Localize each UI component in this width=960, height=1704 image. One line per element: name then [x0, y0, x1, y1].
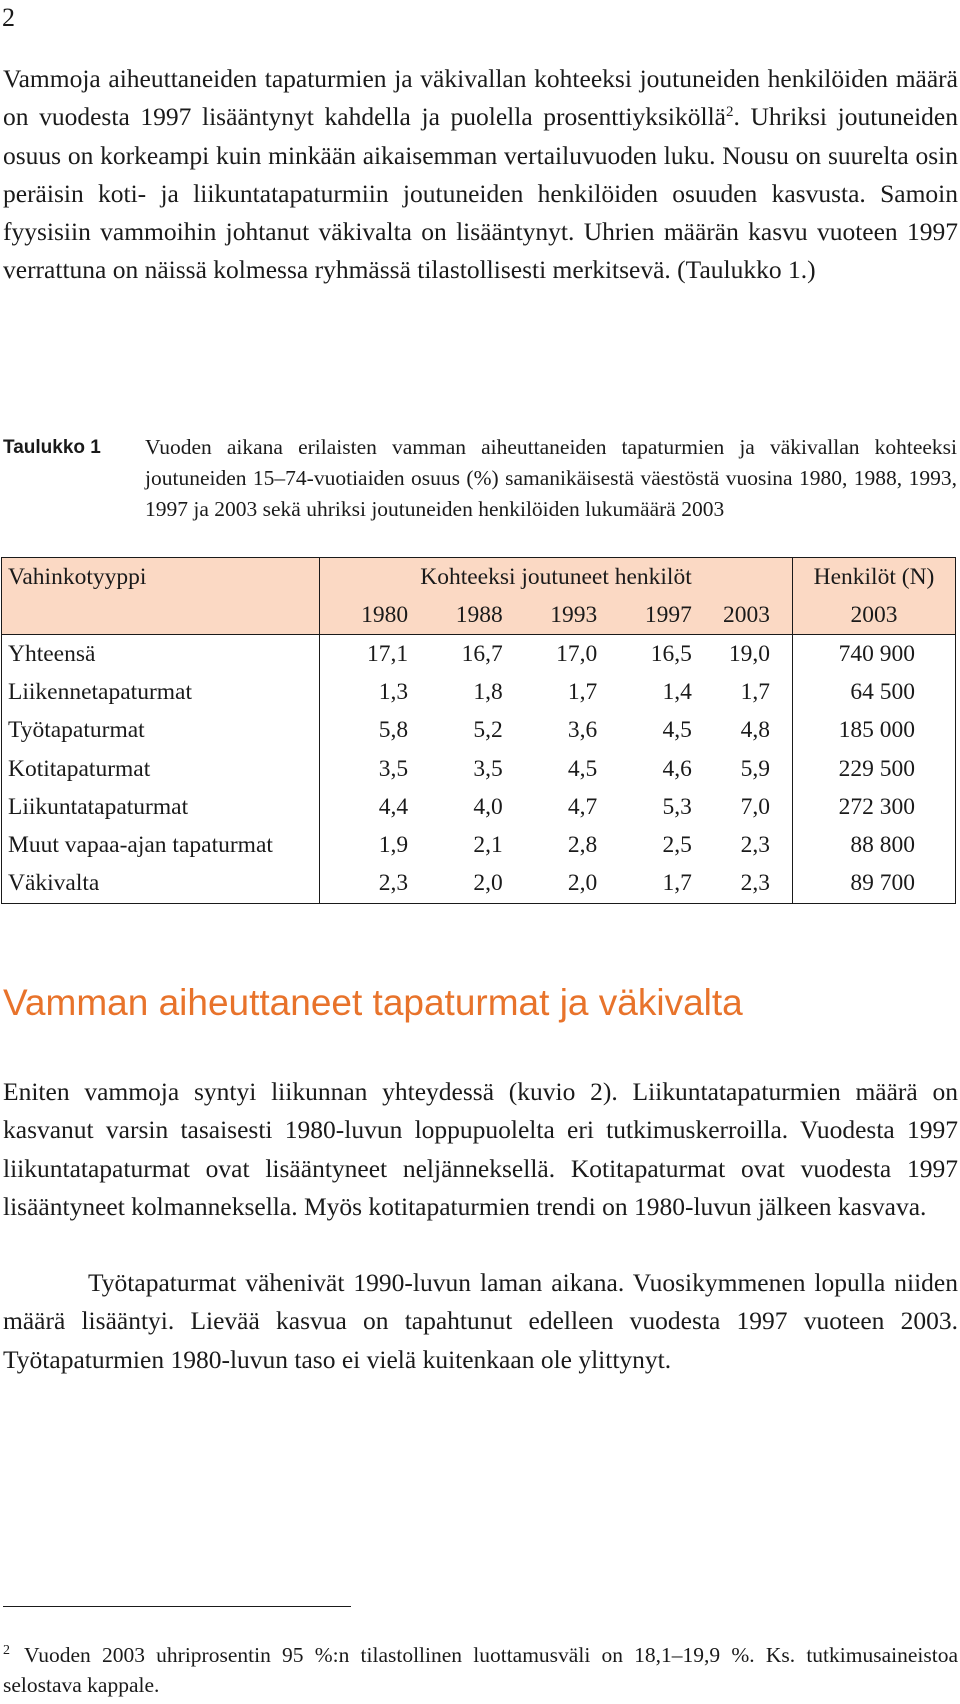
header-year: 1980 [320, 596, 415, 635]
row-type: Liikuntatapaturmat [2, 788, 320, 826]
row-count: 272 300 [793, 788, 956, 826]
intro-text-after-note: . Uhriksi joutuneiden osuus on korkeampi kuin minkään aikaisemman vertailuvuoden luku. Nousu on suurelta osin peräisin koti- ja liikuntatapaturmiin joutuneiden henkilöiden osuuden kasvusta. Samoin fyysisiin vammoihin johtanut väkivalta on lisääntynyt. Uhrien määrän kasvu vuoteen 1997 verrattuna on näissä kolmessa ryhmässä tilastollisesti merkitsevä. (Taulukko 1.) [3, 102, 958, 285]
row-count: 88 800 [793, 826, 956, 864]
row-value: 4,4 [320, 788, 415, 826]
row-value: 3,6 [567, 717, 598, 744]
row-value: 7,0 [740, 793, 770, 820]
header-year: 2003 [698, 596, 793, 635]
section-paragraph-2: Työtapaturmat vähenivät 1990-luvun laman aikana. Vuosikymmenen lopulla niiden määrä lisääntyi. Lievää kasvua on tapahtunut edelleen vuodesta 1997 vuoteen 2003. Työtapaturmien 1980-luvun taso ei vielä kuitenkaan ole ylittynyt. [3, 1268, 958, 1374]
row-value: 5,9 [740, 755, 770, 782]
header-year: 1993 [509, 596, 604, 635]
footnote-marker: 2 [3, 1643, 10, 1658]
footnote [3, 1640, 958, 1700]
row-value: 17,0 [556, 640, 598, 667]
table-row [2, 788, 956, 826]
table-label: Taulukko 1 [3, 437, 101, 458]
row-count: 64 500 [793, 674, 956, 712]
row-value: 2,0 [509, 865, 604, 904]
row-value: 2,3 [320, 865, 415, 904]
table-header-row [2, 558, 956, 597]
header-year: 1988 [414, 596, 509, 635]
row-type: Väkivalta [2, 865, 320, 904]
row-value: 5,3 [662, 793, 692, 820]
table-caption: Vuoden aikana erilaisten vamman aiheuttaneiden tapaturmien ja väkivallan kohteeksi joutuneiden 15–74-vuotiaiden osuus (%) samanikäisestä väestöstä vuosina 1980, 1988, 1993, 1997 ja 2003 sekä uhriksi joutuneiden henkilöiden lukumäärä 2003 [145, 435, 957, 521]
row-type: Liikennetapaturmat [2, 674, 320, 712]
row-count: 89 700 [793, 865, 956, 904]
header-type-blank [2, 596, 320, 635]
header-count-group: Henkilöt (N) [793, 558, 956, 597]
row-value: 4,5 [662, 717, 692, 744]
table-row [2, 826, 956, 864]
row-value: 4,7 [567, 793, 598, 820]
row-value: 1,9 [320, 826, 415, 864]
section-heading: Vamman aiheuttaneet tapaturmat ja väkivalta [3, 982, 743, 1023]
row-value: 1,7 [567, 679, 598, 706]
row-value: 4,0 [473, 793, 503, 820]
footnote-text: Vuoden 2003 uhriprosentin 95 %:n tilastollinen luottamusväli on 18,1–19,9 %. Ks. tutkimusaineistoa selostava kappale. [3, 1643, 958, 1697]
row-value: 2,3 [698, 865, 793, 904]
page-number: 2 [2, 3, 15, 32]
row-count: 740 900 [793, 635, 956, 674]
row-value: 1,7 [603, 865, 698, 904]
table-row [2, 712, 956, 750]
row-value: 4,5 [567, 755, 598, 782]
row-value: 5,2 [473, 717, 503, 744]
row-value: 16,5 [650, 640, 692, 667]
row-value: 4,6 [662, 755, 692, 782]
table-row [2, 674, 956, 712]
intro-text-before-note: Vammoja aiheuttaneiden tapaturmien ja väkivallan kohteeksi joutuneiden henkilöiden määrä on vuodesta 1997 lisääntynyt kahdella ja puolella prosenttiyksiköllä [3, 64, 958, 132]
header-type: Vahinkotyyppi [2, 558, 320, 597]
row-value: 2,0 [414, 865, 509, 904]
row-value: 4,8 [740, 717, 770, 744]
row-value: 19,0 [728, 640, 770, 667]
row-value: 3,5 [473, 755, 503, 782]
row-value: 3,5 [320, 750, 415, 788]
row-count: 229 500 [793, 750, 956, 788]
table-year-row [2, 596, 956, 635]
row-type: Muut vapaa-ajan tapaturmat [2, 826, 320, 864]
row-type: Kotitapaturmat [2, 750, 320, 788]
row-value: 16,7 [461, 640, 503, 667]
row-value: 1,4 [662, 679, 692, 706]
row-value: 2,8 [567, 831, 598, 858]
footnote-divider [3, 1606, 351, 1607]
header-year: 1997 [603, 596, 698, 635]
footnote-reference[interactable]: 2 [726, 104, 734, 121]
header-count-year: 2003 [793, 596, 956, 635]
table-row [2, 750, 956, 788]
row-value: 5,8 [320, 712, 415, 750]
table-row [2, 635, 956, 674]
row-value: 17,1 [320, 635, 415, 674]
row-type: Työtapaturmat [2, 712, 320, 750]
row-value: 2,1 [473, 831, 503, 858]
row-count: 185 000 [793, 712, 956, 750]
row-value: 1,7 [740, 679, 770, 706]
section-paragraph-1: Eniten vammoja syntyi liikunnan yhteydessä (kuvio 2). Liikuntatapaturmien määrä on kasvanut varsin tasaisesti 1980-luvun loppupuolelta eri tutkimuskerroilla. Vuodesta 1997 liikuntatapaturmat ovat lisääntyneet neljänneksellä. Kotitapaturmat ovat vuodesta 1997 lisääntyneet kolmanneksella. Myös kotitapaturmien trendi on 1980-luvun jälkeen kasvava. [3, 1077, 958, 1221]
row-value: 2,3 [740, 831, 770, 858]
injury-table [1, 557, 956, 904]
row-type: Yhteensä [2, 635, 320, 674]
row-value: 2,5 [662, 831, 692, 858]
row-value: 1,8 [473, 679, 503, 706]
table-row [2, 865, 956, 904]
header-share-group: Kohteeksi joutuneet henkilöt [320, 558, 793, 597]
intro-paragraph [3, 60, 958, 290]
row-value: 1,3 [320, 674, 415, 712]
